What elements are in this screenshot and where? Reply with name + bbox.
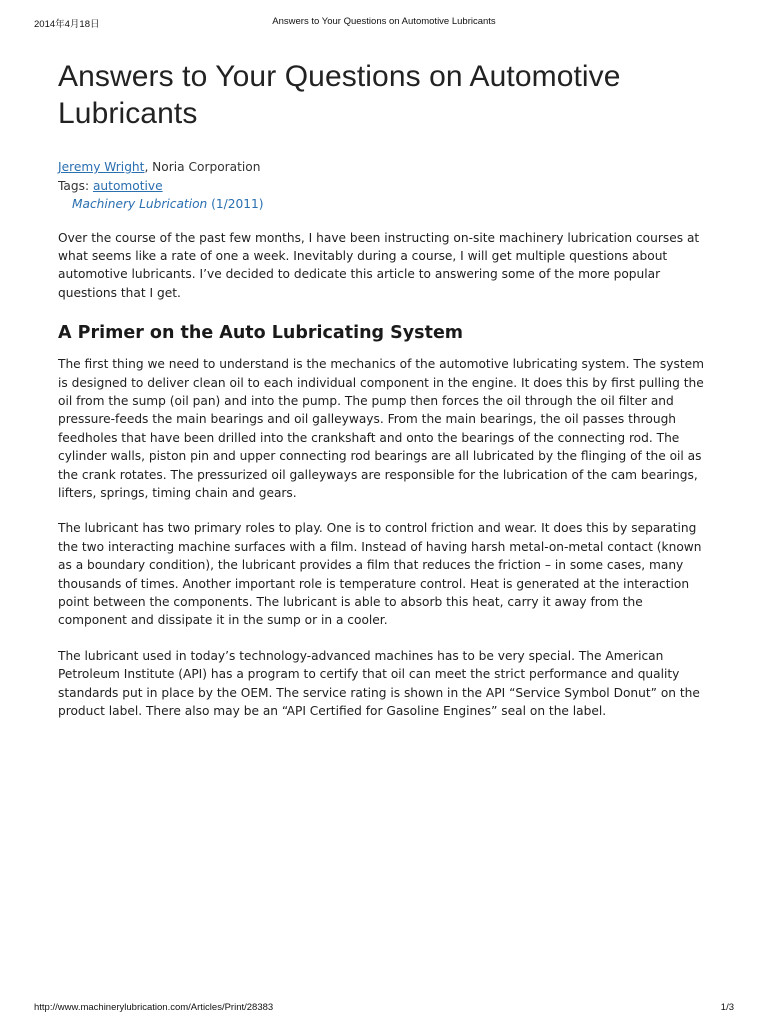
- tag-link-automotive[interactable]: automotive: [92, 178, 163, 193]
- print-header: [34, 16, 734, 30]
- print-title: Answers to Your Questions on Automotive Lubricants: [272, 16, 496, 27]
- page-url: http://www.machinerylubrication.com/Articles/Print/28383: [34, 1002, 274, 1013]
- article-meta: [58, 158, 713, 214]
- author-affiliation: , Noria Corporation: [144, 160, 261, 174]
- page-number: 1/3: [720, 1002, 734, 1013]
- author-link[interactable]: Jeremy Wright: [58, 160, 145, 174]
- article-title: Answers to Your Questions on Automotive Lubricants: [58, 60, 621, 130]
- body-paragraph: The first thing we need to understand is the mechanics of the automotive lubricating system. The system is designed to deliver clean oil to each individual component in the engine. It does this by first pulling the oil from the sump (oil pan) and into the pump. The pump then forces the oil through the oil filter and pressure-feeds the main bearings and oil galleyways. From the main bearings, the oil passes through feedholes that have been drilled into the crankshaft and onto the bearings of the connecting rod. The cylinder walls, piston pin and upper connecting rod bearings are all lubricated by the flinging of the oil as the crank rotates. The pressurized oil galleyways are responsible for the lubrication of the cam bearings, lifters, springs, timing chain and gears.: [58, 357, 704, 500]
- intro-paragraph: Over the course of the past few months, I have been instructing on-site machinery lubrication courses at what seems like a rate of one a week. Inevitably during a course, I will get multiple questions about automotive lubricants. I’ve decided to dedicate this article to answering some of the more popular questions that I get.: [58, 230, 700, 300]
- source-line: [58, 195, 713, 214]
- byline: [58, 158, 713, 177]
- section-heading: A Primer on the Auto Lubricating System: [58, 323, 464, 344]
- publication-issue: (1/2011): [207, 197, 264, 211]
- print-footer: [34, 1002, 734, 1016]
- tags-label: Tags:: [58, 178, 93, 193]
- print-date: 2014年4月18日: [34, 19, 100, 30]
- body-paragraph: The lubricant used in today’s technology-advanced machines has to be very special. The American Petroleum Institute (API) has a program to certify that oil can meet the strict performance and quality standards put in place by the OEM. The service rating is shown in the API “Service Symbol Donut” on the product label. There also may be an “API Certified for Gasoline Engines” seal on the label.: [58, 648, 700, 719]
- article: [58, 58, 713, 720]
- tags-line: [58, 177, 713, 196]
- body-paragraph: The lubricant has two primary roles to play. One is to control friction and wear. It does this by separating the two interacting machine surfaces with a film. Instead of having harsh metal-on-metal contact (known as a boundary condition), the lubricant provides a film that reduces the friction – in some cases, many thousands of times. Another important role is temperature control. Heat is generated at the interaction point between the components. The lubricant is able to absorb this heat, carry it away from the component and dissipate it in the sump or in a cooler.: [58, 521, 702, 628]
- publication-name: Machinery Lubrication: [72, 197, 208, 211]
